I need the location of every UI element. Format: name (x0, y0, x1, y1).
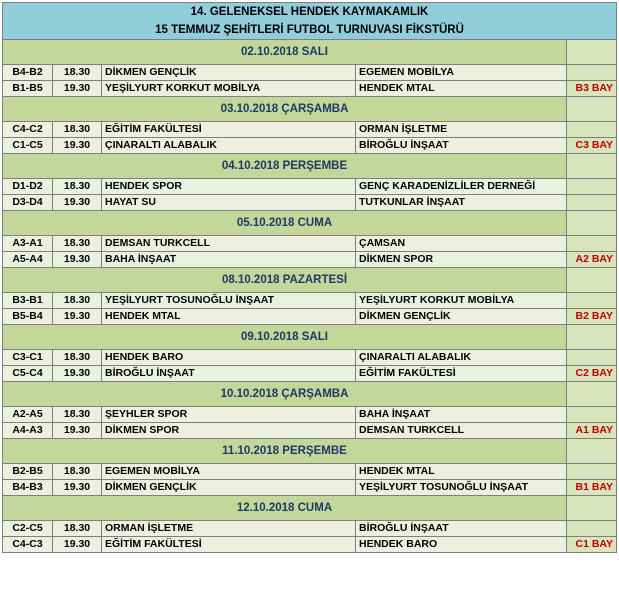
bay-team (567, 464, 617, 480)
bay-team: A1 BAY (567, 423, 617, 439)
away-team: BAHA İNŞAAT (356, 407, 567, 423)
match-date: 12.10.2018 CUMA (3, 496, 567, 521)
bay-team (567, 122, 617, 138)
match-code: A4-A3 (3, 423, 53, 439)
match-time: 19.30 (53, 138, 102, 154)
match-time: 19.30 (53, 309, 102, 325)
home-team: DEMSAN TURKCELL (102, 236, 356, 252)
match-time: 18.30 (53, 122, 102, 138)
title-row-2 (3, 21, 617, 40)
match-date: 11.10.2018 PERŞEMBE (3, 439, 567, 464)
match-row (3, 464, 617, 480)
home-team: ÇINARALTI ALABALIK (102, 138, 356, 154)
bay-team (567, 195, 617, 211)
date-row (3, 496, 617, 521)
title-line-2: 15 TEMMUZ ŞEHİTLERİ FUTBOL TURNUVASI FİKSTÜRÜ (3, 21, 617, 40)
bay-team: C3 BAY (567, 138, 617, 154)
date-row-side-cell (567, 40, 617, 65)
away-team: DEMSAN TURKCELL (356, 423, 567, 439)
bay-team (567, 65, 617, 81)
match-date: 05.10.2018 CUMA (3, 211, 567, 236)
home-team: BAHA İNŞAAT (102, 252, 356, 268)
match-row (3, 65, 617, 81)
match-time: 18.30 (53, 179, 102, 195)
bay-team (567, 293, 617, 309)
home-team: ORMAN İŞLETME (102, 521, 356, 537)
away-team: GENÇ KARADENİZLİLER DERNEĞİ (356, 179, 567, 195)
match-row (3, 179, 617, 195)
match-row (3, 122, 617, 138)
date-row-side-cell (567, 154, 617, 179)
match-code: D3-D4 (3, 195, 53, 211)
home-team: YEŞİLYURT TOSUNOĞLU İNŞAAT (102, 293, 356, 309)
bay-team (567, 407, 617, 423)
date-row (3, 325, 617, 350)
match-date: 10.10.2018 ÇARŞAMBA (3, 382, 567, 407)
match-date: 09.10.2018 SALI (3, 325, 567, 350)
bay-team: B3 BAY (567, 81, 617, 97)
home-team: DİKMEN GENÇLİK (102, 480, 356, 496)
match-time: 19.30 (53, 195, 102, 211)
match-code: A3-A1 (3, 236, 53, 252)
match-row (3, 252, 617, 268)
match-time: 19.30 (53, 423, 102, 439)
match-row (3, 236, 617, 252)
match-code: B3-B1 (3, 293, 53, 309)
date-row-side-cell (567, 268, 617, 293)
match-time: 18.30 (53, 407, 102, 423)
match-code: C1-C5 (3, 138, 53, 154)
home-team: BİROĞLU İNŞAAT (102, 366, 356, 382)
bay-team (567, 350, 617, 366)
match-code: C5-C4 (3, 366, 53, 382)
bay-team: C2 BAY (567, 366, 617, 382)
away-team: DİKMEN SPOR (356, 252, 567, 268)
match-date: 08.10.2018 PAZARTESİ (3, 268, 567, 293)
match-date: 04.10.2018 PERŞEMBE (3, 154, 567, 179)
match-code: B4-B3 (3, 480, 53, 496)
fixture-table (2, 2, 617, 553)
match-code: C2-C5 (3, 521, 53, 537)
date-row (3, 382, 617, 407)
home-team: EĞİTİM FAKÜLTESİ (102, 122, 356, 138)
away-team: EĞİTİM FAKÜLTESİ (356, 366, 567, 382)
date-row-side-cell (567, 325, 617, 350)
home-team: HENDEK MTAL (102, 309, 356, 325)
date-row-side-cell (567, 496, 617, 521)
match-time: 18.30 (53, 293, 102, 309)
away-team: TUTKUNLAR İNŞAAT (356, 195, 567, 211)
match-time: 19.30 (53, 480, 102, 496)
match-code: A5-A4 (3, 252, 53, 268)
match-row (3, 521, 617, 537)
bay-team (567, 521, 617, 537)
match-time: 18.30 (53, 65, 102, 81)
match-code: D1-D2 (3, 179, 53, 195)
date-row (3, 268, 617, 293)
away-team: HENDEK BARO (356, 537, 567, 553)
match-time: 18.30 (53, 350, 102, 366)
match-row (3, 138, 617, 154)
bay-team: A2 BAY (567, 252, 617, 268)
match-time: 18.30 (53, 464, 102, 480)
bay-team (567, 236, 617, 252)
match-time: 19.30 (53, 252, 102, 268)
away-team: YEŞİLYURT TOSUNOĞLU İNŞAAT (356, 480, 567, 496)
home-team: DİKMEN GENÇLİK (102, 65, 356, 81)
bay-team: C1 BAY (567, 537, 617, 553)
date-row (3, 97, 617, 122)
home-team: ŞEYHLER SPOR (102, 407, 356, 423)
away-team: DİKMEN GENÇLİK (356, 309, 567, 325)
date-row (3, 439, 617, 464)
away-team: EGEMEN MOBİLYA (356, 65, 567, 81)
away-team: ÇAMSAN (356, 236, 567, 252)
match-row (3, 309, 617, 325)
match-row (3, 195, 617, 211)
date-row-side-cell (567, 97, 617, 122)
away-team: YEŞİLYURT KORKUT MOBİLYA (356, 293, 567, 309)
home-team: HENDEK BARO (102, 350, 356, 366)
home-team: EGEMEN MOBİLYA (102, 464, 356, 480)
away-team: ÇINARALTI ALABALIK (356, 350, 567, 366)
match-code: B2-B5 (3, 464, 53, 480)
home-team: HENDEK SPOR (102, 179, 356, 195)
match-time: 19.30 (53, 81, 102, 97)
home-team: DİKMEN SPOR (102, 423, 356, 439)
away-team: HENDEK MTAL (356, 81, 567, 97)
match-code: B1-B5 (3, 81, 53, 97)
match-row (3, 480, 617, 496)
match-date: 03.10.2018 ÇARŞAMBA (3, 97, 567, 122)
match-time: 18.30 (53, 521, 102, 537)
away-team: BİROĞLU İNŞAAT (356, 138, 567, 154)
match-code: B4-B2 (3, 65, 53, 81)
date-row (3, 40, 617, 65)
match-row (3, 423, 617, 439)
home-team: YEŞİLYURT KORKUT MOBİLYA (102, 81, 356, 97)
match-code: C4-C2 (3, 122, 53, 138)
match-row (3, 81, 617, 97)
match-row (3, 350, 617, 366)
match-time: 19.30 (53, 366, 102, 382)
match-code: C3-C1 (3, 350, 53, 366)
away-team: ORMAN İŞLETME (356, 122, 567, 138)
home-team: HAYAT SU (102, 195, 356, 211)
away-team: BİROĞLU İNŞAAT (356, 521, 567, 537)
date-row-side-cell (567, 382, 617, 407)
title-row-1 (3, 3, 617, 22)
match-code: B5-B4 (3, 309, 53, 325)
bay-team: B2 BAY (567, 309, 617, 325)
bay-team (567, 179, 617, 195)
match-code: A2-A5 (3, 407, 53, 423)
match-code: C4-C3 (3, 537, 53, 553)
bay-team: B1 BAY (567, 480, 617, 496)
match-row (3, 366, 617, 382)
fixture-sheet (2, 2, 616, 553)
match-row (3, 293, 617, 309)
match-time: 18.30 (53, 236, 102, 252)
match-row (3, 407, 617, 423)
title-line-1: 14. GELENEKSEL HENDEK KAYMAKAMLIK (3, 3, 617, 22)
home-team: EĞİTİM FAKÜLTESİ (102, 537, 356, 553)
fixture-body (3, 3, 617, 553)
date-row (3, 154, 617, 179)
away-team: HENDEK MTAL (356, 464, 567, 480)
date-row-side-cell (567, 211, 617, 236)
match-row (3, 537, 617, 553)
date-row (3, 211, 617, 236)
match-date: 02.10.2018 SALI (3, 40, 567, 65)
match-time: 19.30 (53, 537, 102, 553)
date-row-side-cell (567, 439, 617, 464)
